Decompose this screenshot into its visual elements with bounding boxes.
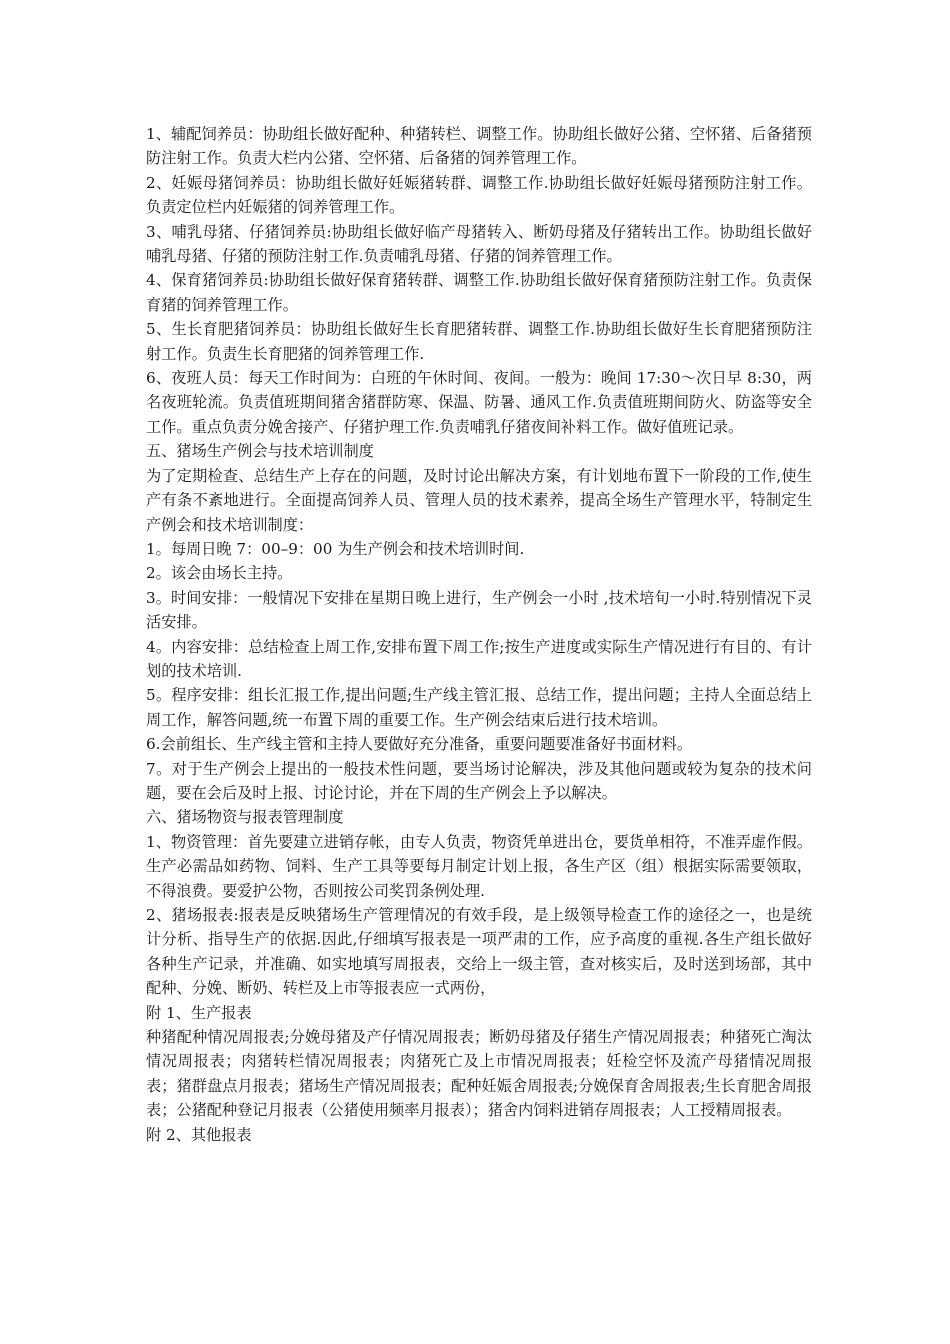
paragraph-meeting-content: 4。内容安排：总结检查上周工作,安排布置下周工作;按生产进度或实际生产情况进行有目的、有计划的技术培训. [146, 637, 812, 680]
paragraph-farm-reports: 2、猪场报表:报表是反映猪场生产管理情况的有效手段，是上级领导检查工作的途径之一，也是统计分析、指导生产的依据.因此,仔细填写报表是一项严肃的工作，应予高度的重视.各生产组长做好各种生产记录，并准确、如实地填写周报表，交给上一级主管，查对核实后，及时送到场部，其中配种、分娩、断奶、转栏及上市等报表应一式两份， [146, 906, 812, 998]
paragraph-finisher-feeder: 5、生长育肥猪饲养员：协助组长做好生长育肥猪转群、调整工作.协助组长做好生长育肥猪预防注射工作。负责生长育肥猪的饲养管理工作. [146, 320, 812, 363]
paragraph-feeder-assistant: 1、辅配饲养员：协助组长做好配种、种猪转栏、调整工作。协助组长做好公猪、空怀猪、后备猪预防注射工作。负责大栏内公猪、空怀猪、后备猪的饲养管理工作。 [146, 125, 812, 168]
paragraph-pregnant-sow-feeder: 2、妊娠母猪饲养员：协助组长做好妊娠猪转群、调整工作.协助组长做好妊娠母猪预防注射工作。负责定位栏内妊娠猪的饲养管理工作。 [146, 173, 812, 217]
paragraph-materials-management: 1、物资管理：首先要建立进销存帐，由专人负责，物资凭单进出仓，要货单相符，不准弄虚作假。生产必需品如药物、饲料、生产工具等要每月制定计划上报，各生产区（组）根据实际需要领取，不得浪费。要爱护公物，否则按公司奖罚条例处理. [146, 832, 812, 900]
paragraph-production-report-list: 种猪配种情况周报表;分娩母猪及产仔情况周报表；断奶母猪及仔猪生产情况周报表；种猪死亡淘汰情况周报表；肉猪转栏情况周报表；肉猪死亡及上市情况周报表；妊检空怀及流产母猪情况周报表；猪群盘点月报表；猪场生产情况周报表；配种妊娠舍周报表;分娩保育舍周报表;生长育肥舍周报表；公猪配种登记月报表（公猪使用频率月报表）；猪舍内饲料进销存周报表；人工授精周报表。 [146, 1028, 812, 1120]
paragraph-meeting-issues: 7。对于生产例会上提出的一般技术性问题，要当场讨论解决，涉及其他问题或较为复杂的技术问题，要在会后及时上报、讨论讨论，并在下周的生产例会上予以解决。 [146, 759, 812, 802]
paragraph-nursing-sow-feeder: 3、哺乳母猪、仔猪饲养员:协助组长做好临产母猪转入、断奶母猪及仔猪转出工作。协助组长做好哺乳母猪、仔猪的预防注射工作.负责哺乳母猪、仔猪的饲养管理工作。 [146, 222, 812, 266]
section-heading-materials: 六、猪场物资与报表管理制度 [146, 808, 344, 827]
paragraph-meeting-preparation: 6.会前组长、生产线主管和主持人要做好充分准备，重要问题要准备好书面材料。 [146, 735, 693, 754]
paragraph-meeting-host: 2。该会由场长主持。 [146, 564, 293, 583]
paragraph-meeting-schedule: 3。时间安排：一般情况下安排在星期日晚上进行，生产例会一小时 ,技术培旬一小时.特别情况下灵活安排。 [146, 588, 812, 632]
section-heading-meeting: 五、猪场生产例会与技术培训制度 [146, 442, 374, 461]
paragraph-meeting-time: 1。每周日晚 7：00–9：00 为生产例会和技术培训时间. [146, 539, 525, 558]
paragraph-night-shift: 6、夜班人员：每天工作时间为：白班的午休时间、夜间。一般为：晚间 17:30～次日早 8:30，两名夜班轮流。负责值班期间猪舍猪群防寒、保温、防暑、通风工作.负责值班期间防火、防盗等安全工作。重点负责分娩舍接产、仔猪护理工作.负责哺乳仔猪夜间补料工作。做好值班记录。 [146, 369, 812, 436]
paragraph-nursery-feeder: 4、保育猪饲养员:协助组长做好保育猪转群、调整工作.协助组长做好保育猪预防注射工作。负责保育猪的饲养管理工作。 [146, 271, 812, 314]
appendix-heading-production-reports: 附 1、生产报表 [146, 1003, 252, 1022]
paragraph-meeting-procedure: 5。程序安排：组长汇报工作,提出问题;生产线主管汇报、总结工作，提出问题；主持人全面总结上周工作，解答问题,统一布置下周的重要工作。生产例会结束后进行技术培训。 [146, 686, 812, 729]
paragraph-meeting-intro: 为了定期检查、总结生产上存在的问题，及时讨论出解决方案，有计划地布置下一阶段的工作,使生产有条不紊地进行。全面提高饲养人员、管理人员的技术素养，提高全场生产管理水平，特制定生产例会和技术培训制度： [146, 466, 812, 534]
document-body [146, 122, 812, 1147]
appendix-heading-other-reports: 附 2、其他报表 [146, 1125, 252, 1144]
